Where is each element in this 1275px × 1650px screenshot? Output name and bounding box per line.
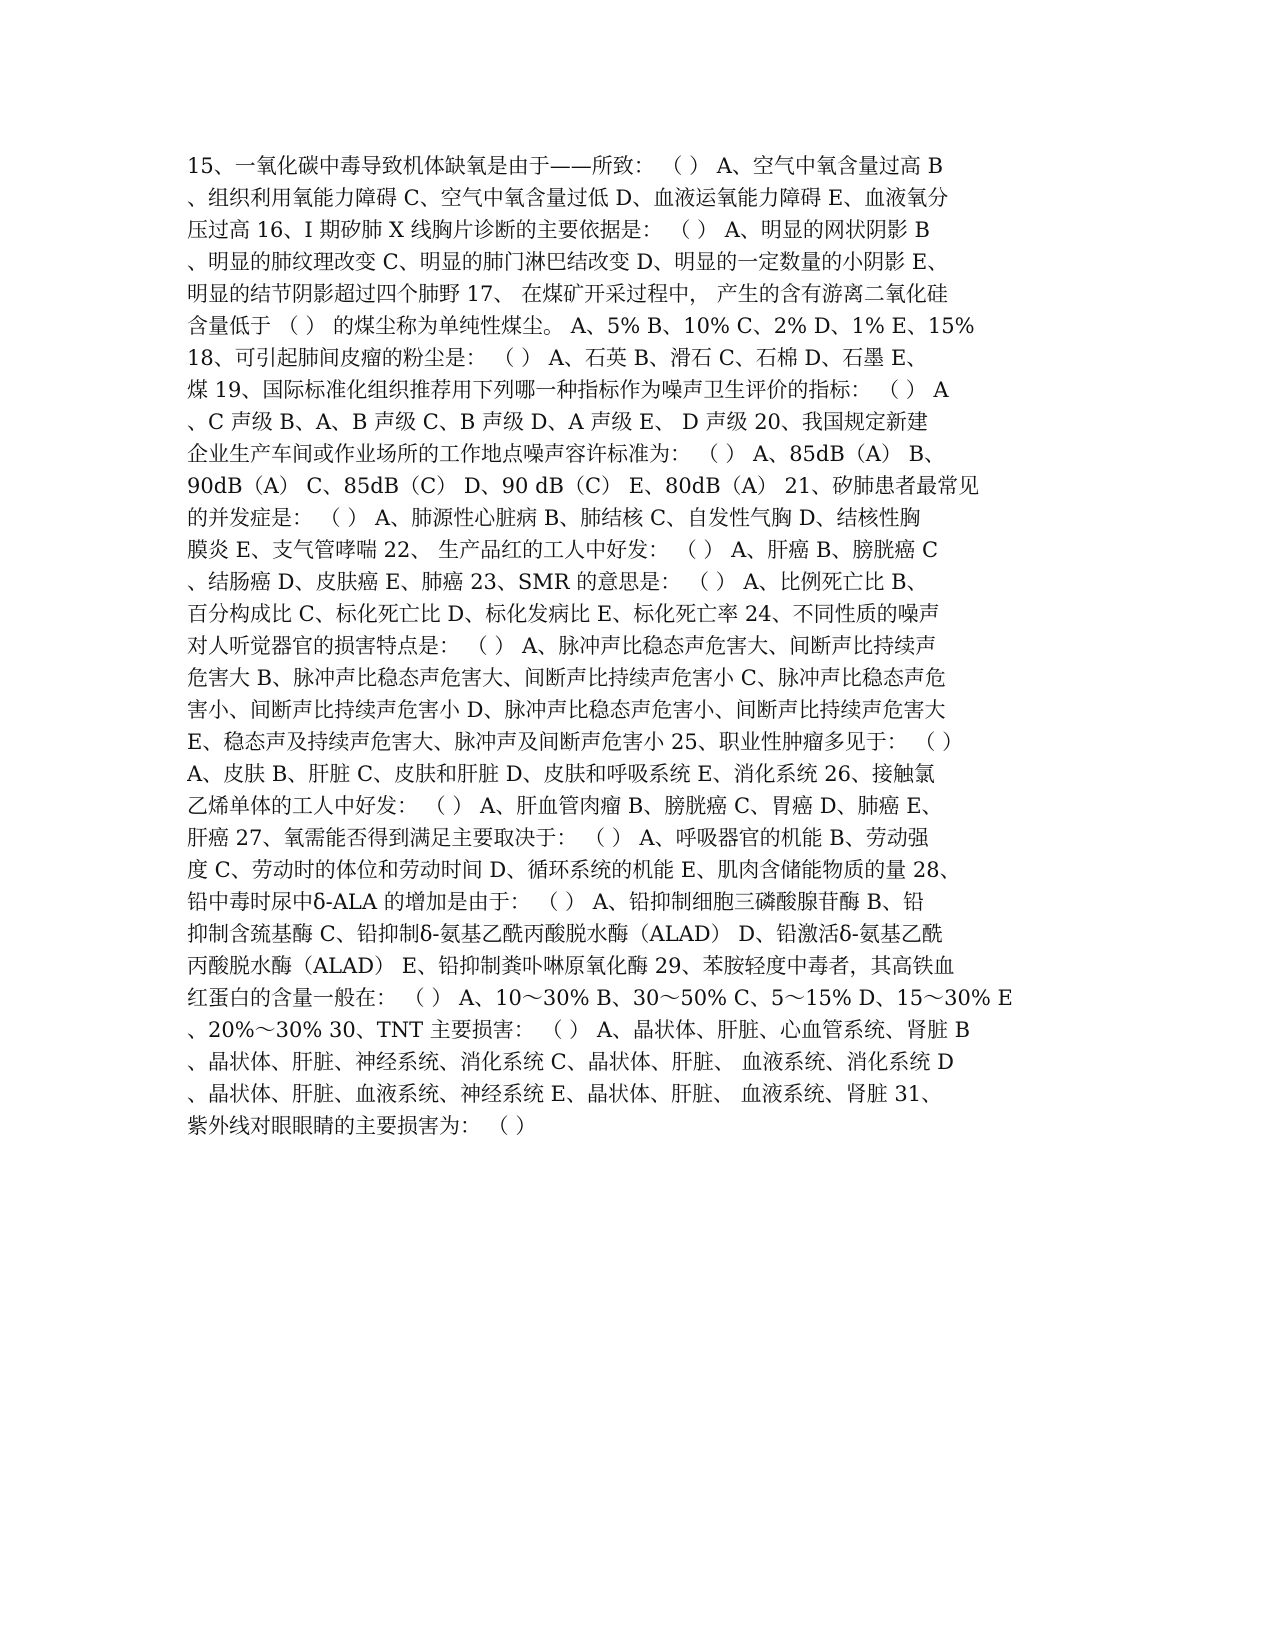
text-line: 紫外线对眼眼睛的主要损害为： （ ） (187, 1114, 537, 1138)
text-line: 、组织利用氧能力障碍 C、空气中氧含量过低 D、血液运氧能力障碍 E、血液氧分 (187, 186, 949, 210)
body-text (187, 150, 1087, 1142)
text-line: 90dB（A） C、85dB（C） D、90 dB（C） E、80dB（A） 21、矽肺患者最常见 (187, 474, 980, 498)
text-line: E、稳态声及持续声危害大、脉冲声及间断声危害小 25、职业性肿瘤多见于： （ ） (187, 730, 964, 754)
text-line: 、C 声级 B、A、B 声级 C、B 声级 D、A 声级 E、 D 声级 20、我国规定新建 (187, 410, 928, 434)
text-line: 明显的结节阴影超过四个肺野 17、 在煤矿开采过程中， 产生的含有游离二氧化硅 (187, 282, 948, 306)
text-line: 含量低于 （ ） 的煤尘称为单纯性煤尘。 A、5% B、10% C、2% D、1% E、15% (187, 314, 975, 338)
text-line: 铅中毒时尿中δ-ALA 的增加是由于： （ ） A、铅抑制细胞三磷酸腺苷酶 B、铅 (187, 890, 924, 914)
text-line: 的并发症是： （ ） A、肺源性心脏病 B、肺结核 C、自发性气胸 D、结核性胸 (187, 506, 921, 530)
text-line: A、皮肤 B、肝脏 C、皮肤和肝脏 D、皮肤和呼吸系统 E、消化系统 26、接触氯 (187, 762, 935, 786)
text-line: 红蛋白的含量一般在： （ ） A、10～30% B、30～50% C、5～15% D、15～30% E (187, 986, 1013, 1010)
text-line: 煤 19、国际标准化组织推荐用下列哪一种指标作为噪声卫生评价的指标： （ ） A (187, 378, 949, 402)
text-line: 压过高 16、I 期矽肺 X 线胸片诊断的主要依据是： （ ） A、明显的网状阴影 B (187, 218, 930, 242)
text-line: 、结肠癌 D、皮肤癌 E、肺癌 23、SMR 的意思是： （ ） A、比例死亡比 B、 (187, 570, 928, 594)
text-line: 膜炎 E、支气管哮喘 22、 生产品红的工人中好发： （ ） A、肝癌 B、膀胱癌 C (187, 538, 939, 562)
text-line: 肝癌 27、氧需能否得到满足主要取决于： （ ） A、呼吸器官的机能 B、劳动强 (187, 826, 929, 850)
text-line: 度 C、劳动时的体位和劳动时间 D、循环系统的机能 E、肌肉含储能物质的量 28、 (187, 858, 961, 882)
text-line: 危害大 B、脉冲声比稳态声危害大、间断声比持续声危害小 C、脉冲声比稳态声危 (187, 666, 946, 690)
text-line: 丙酸脱水酶（ALAD） E、铅抑制粪卟啉原氧化酶 29、苯胺轻度中毒者，其高铁血 (187, 954, 955, 978)
text-line: 、明显的肺纹理改变 C、明显的肺门淋巴结改变 D、明显的一定数量的小阴影 E、 (187, 250, 949, 274)
text-line: 、晶状体、肝脏、血液系统、神经系统 E、晶状体、肝脏、 血液系统、肾脏 31、 (187, 1082, 943, 1106)
text-line: 害小、间断声比持续声危害小 D、脉冲声比稳态声危害小、间断声比持续声危害大 (187, 698, 946, 722)
text-line: 抑制含巯基酶 C、铅抑制δ-氨基乙酰丙酸脱水酶（ALAD） D、铅激活δ-氨基乙酰 (187, 922, 943, 946)
text-line: 对人听觉器官的损害特点是： （ ） A、脉冲声比稳态声危害大、间断声比持续声 (187, 634, 937, 658)
text-line: 乙烯单体的工人中好发： （ ） A、肝血管肉瘤 B、膀胱癌 C、胃癌 D、肺癌 E、 (187, 794, 943, 818)
text-line: 18、可引起肺间皮瘤的粉尘是： （ ） A、石英 B、滑石 C、石棉 D、石墨 E、 (187, 346, 928, 370)
text-line: 企业生产车间或作业场所的工作地点噪声容许标准为： （ ） A、85dB（A） B、 (187, 442, 946, 466)
text-line: 、20%～30% 30、TNT 主要损害： （ ） A、晶状体、肝脏、心血管系统、肾脏 B (187, 1018, 971, 1042)
text-line: 、晶状体、肝脏、神经系统、消化系统 C、晶状体、肝脏、 血液系统、消化系统 D (187, 1050, 954, 1074)
text-line: 百分构成比 C、标化死亡比 D、标化发病比 E、标化死亡率 24、不同性质的噪声 (187, 602, 940, 626)
text-line: 15、一氧化碳中毒导致机体缺氧是由于——所致： （ ） A、空气中氧含量过高 B (187, 154, 944, 178)
